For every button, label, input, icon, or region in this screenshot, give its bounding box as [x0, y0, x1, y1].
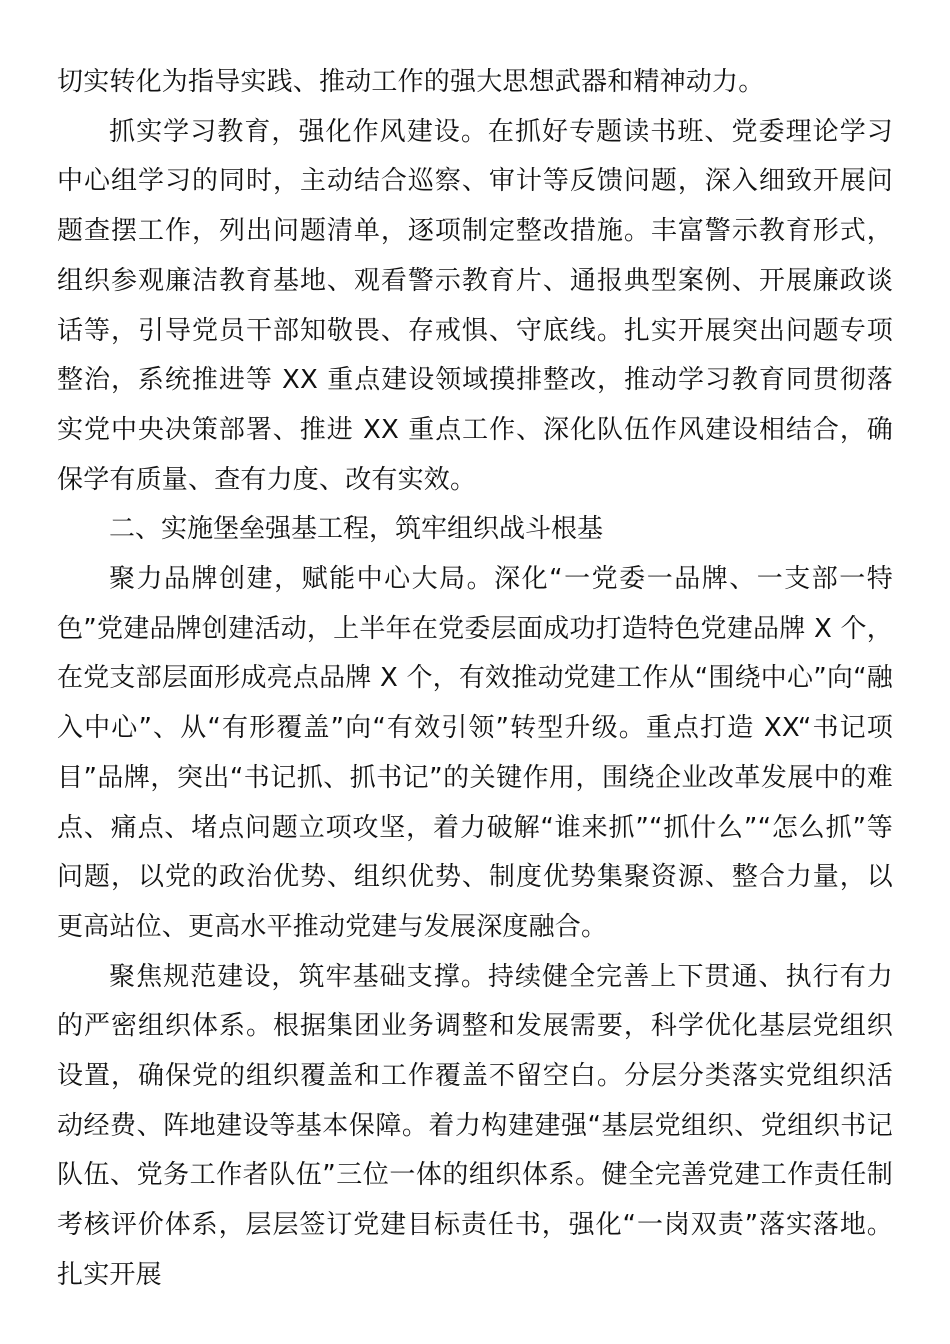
- section-heading: 二、实施堡垒强基工程，筑牢组织战斗根基: [109, 514, 604, 545]
- paragraph-standard-construction: 聚焦规范建设，筑牢基础支撑。持续健全完善上下贯通、执行有力的严密组织体系。根据集团业务调整和发展需要，科学优化基层党组织设置，确保党的组织覆盖和工作覆盖不留空白。分层分类落实党组织活动经费、阵地建设等基本保障。着力构建建强“基层党组织、党组织书记队伍、党务工作者队伍”三位一体的组织体系。健全完善党建工作责任制考核评价体系，层层签订党建目标责任书，强化“一岗双责”落实落地。扎实开展: [57, 961, 893, 1290]
- paragraph-continuation: 切实转化为指导实践、推动工作的强大思想武器和精神动力。: [57, 67, 765, 97]
- paragraph-brand-creation: 聚力品牌创建，赋能中心大局。深化“一党委一品牌、一支部一特色”党建品牌创建活动，上半年在党委层面成功打造特色党建品牌 X 个，在党支部层面形成亮点品牌 X 个，有效推动党建工作从“围绕中心”向“融入中心”、从“有形覆盖”向“有效引领”转型升级。重点打造 XX“书记项目”品牌，突出“书记抓、抓书记”的关键作用，围绕企业改革发展中的难点、痛点、堵点问题立项攻坚，着力破解“谁来抓”“抓什么”“怎么抓”等问题，以党的政治优势、组织优势、制度优势集聚资源、整合力量，以更高站位、更高水平推动党建与发展深度融合。: [57, 564, 893, 942]
- document-page: [57, 58, 893, 1301]
- paragraph-study-education: 抓实学习教育，强化作风建设。在抓好专题读书班、党委理论学习中心组学习的同时，主动结合巡察、审计等反馈问题，深入细致开展问题查摆工作，列出问题清单，逐项制定整改措施。丰富警示教育形式，组织参观廉洁教育基地、观看警示教育片、通报典型案例、开展廉政谈话等，引导党员干部知敬畏、存戒惧、守底线。扎实开展突出问题专项整治，系统推进等 XX 重点建设领域摸排整改，推动学习教育同贯彻落实党中央决策部署、推进 XX 重点工作、深化队伍作风建设相结合，确保学有质量、查有力度、改有实效。: [57, 116, 893, 495]
